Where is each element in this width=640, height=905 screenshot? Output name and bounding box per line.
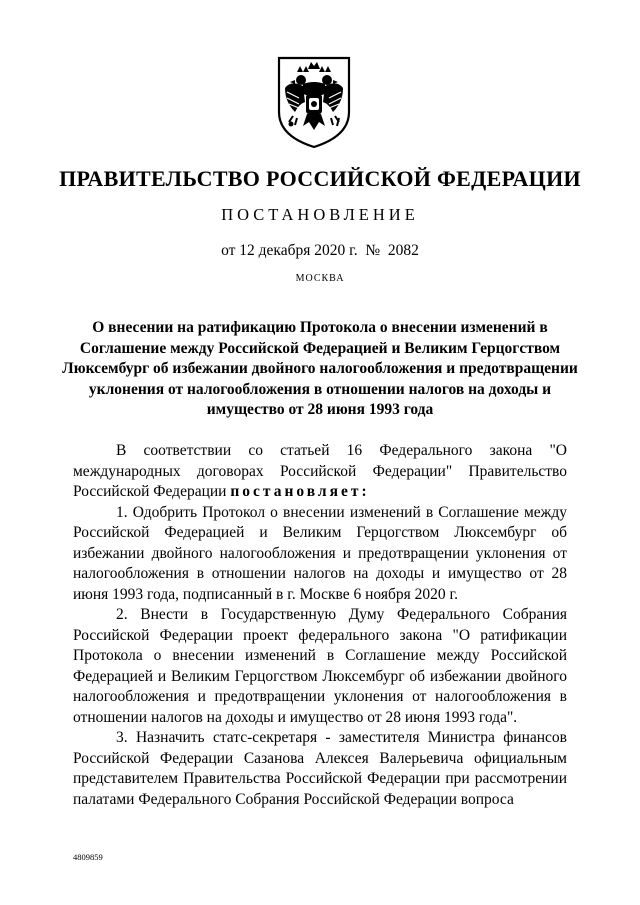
item-1: 1. Одобрить Протокол о внесении изменений в Соглашение между Российской Федерацией и Великим Герцогством Люксембург об избежании двойного налогообложения и предотвращении уклонения от налогообложения в отношении налогов на доходы и имущество от 28 июня 1993 года, подписанный в г. Москве 6 ноября 2020 г.	[73, 503, 567, 603]
coat-of-arms-icon	[273, 54, 355, 150]
decree-body	[73, 441, 567, 810]
document-number: 4809859	[73, 852, 103, 862]
preamble-paragraph	[73, 441, 567, 503]
item-2: 2. Внести в Государственную Думу Федерального Собрания Российской Федерации проект федерального закона "О ратификации Протокола о внесении изменений в Соглашение между Российской Федерацией и Великим Герцогством Люксембург об избежании двойного налогообложения и предотвращении уклонения от налогообложения в отношении налогов на доходы и имущество от 28 июня 1993 года".	[73, 606, 567, 726]
decides-keyword: постановляет:	[230, 483, 370, 500]
preamble-text: В соответствии со статьей 16 Федерального закона "О международных договорах Российской Федерации" Правительство Российской Федерации	[73, 442, 567, 500]
decree-title: О внесении на ратификацию Протокола о внесении изменений в Соглашение между Российской Федерацией и Великим Герцогством Люксембург об избежании двойного налогообложения и предотвращении уклонения от налогообложения в отношении налогов на доходы и имущество от 28 июня 1993 года	[62, 319, 578, 418]
item-3: 3. Назначить статс-секретаря - заместителя Министра финансов Российской Федерации Сазанова Алексея Валерьевича официальным представителем Правительства Российской Федерации при рассмотрении палатами Федерального Собрания Российской Федерации вопроса	[73, 729, 567, 808]
date-and-number: от 12 декабря 2020 г. № 2082	[221, 242, 419, 259]
document-type: ПОСТАНОВЛЕНИЕ	[221, 205, 419, 224]
city: МОСКВА	[295, 273, 345, 284]
government-name: ПРАВИТЕЛЬСТВО РОССИЙСКОЙ ФЕДЕРАЦИИ	[59, 166, 581, 191]
